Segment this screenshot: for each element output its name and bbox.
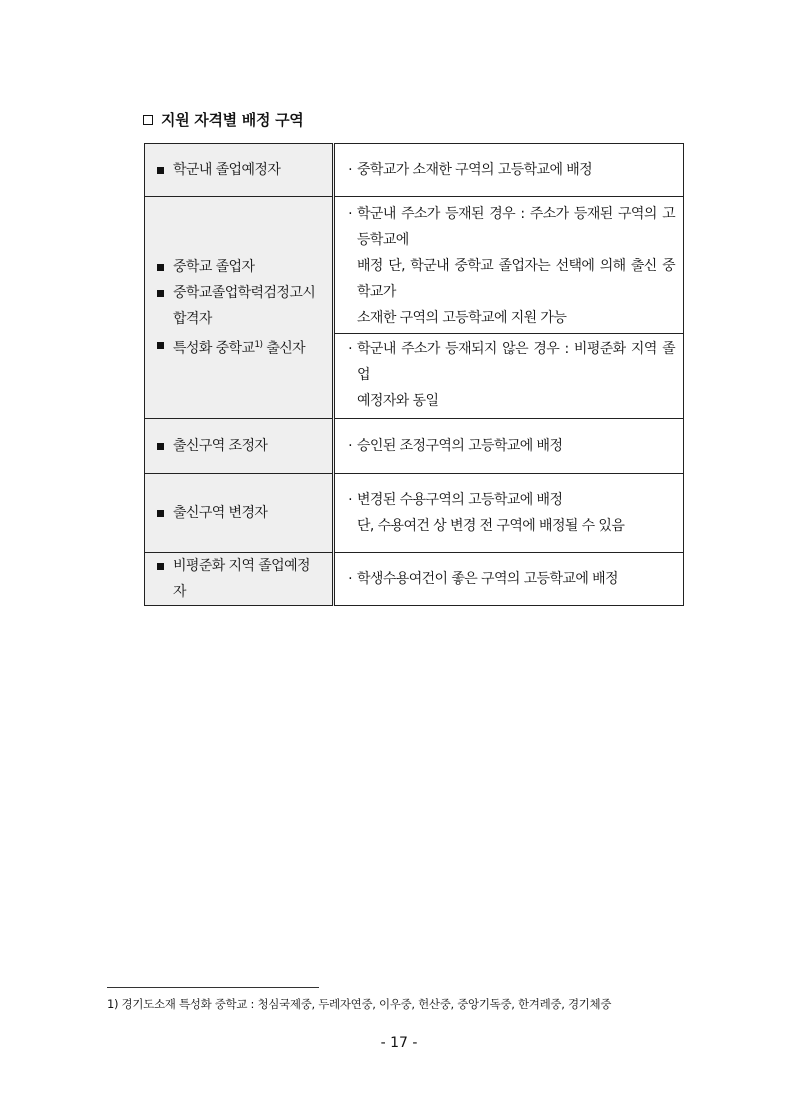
table-row: [145, 474, 684, 553]
assignment-text: 소재한 구역의 고등학교에 지원 가능: [357, 310, 567, 326]
table-row: [145, 197, 684, 419]
assignment-text: 단, 수용여건 상 변경 전 구역에 배정될 수 있음: [357, 518, 625, 534]
qualification-cell: [145, 419, 334, 474]
qualification-cell: [145, 553, 334, 606]
dot-marker: ·: [348, 571, 352, 587]
assignment-cell: [334, 197, 684, 419]
bullet-square-icon: [157, 443, 164, 450]
dot-marker: ·: [348, 492, 352, 508]
assignment-cell: [334, 553, 684, 606]
section-title: [143, 109, 303, 130]
assignment-text: 예정자와 동일: [357, 393, 439, 409]
table-row: [145, 553, 684, 606]
qualification-label: 특성화 중학교$^{1)}$ 출신자: [173, 339, 306, 357]
assignment-text: 배정 단, 학군내 중학교 졸업자는 선택에 의해 출신 중학교가: [357, 258, 675, 300]
qualification-label: 학군내 졸업예정자: [173, 162, 281, 178]
assignment-text: 학군내 주소가 등재된 경우 : 주소가 등재된 구역의 고등학교에: [357, 206, 675, 248]
assignment-text: 변경된 수용구역의 고등학교에 배정: [357, 492, 563, 508]
qualification-label: 출신구역 조정자: [173, 438, 268, 454]
qualification-label: 중학교 졸업자: [173, 258, 255, 275]
assignment-criteria-table: [144, 143, 684, 606]
page-number: - 17 -: [380, 1035, 418, 1051]
assignment-subcell: [335, 334, 683, 418]
dot-marker: ·: [348, 341, 352, 357]
assignment-text: 승인된 조정구역의 고등학교에 배정: [357, 438, 563, 454]
checkbox-square-icon: [143, 115, 153, 125]
bullet-square-icon: [157, 510, 164, 517]
bullet-square-icon: [157, 563, 164, 570]
assignment-cell: [334, 474, 684, 553]
dot-marker: ·: [348, 206, 352, 222]
footnote-divider: [107, 987, 319, 988]
bullet-square-icon: [157, 342, 164, 349]
qualification-label: 출신구역 변경자: [173, 505, 268, 521]
assignment-text: 학생수용여건이 좋은 구역의 고등학교에 배정: [357, 571, 618, 587]
qualification-cell: [145, 474, 334, 553]
assignment-text: 중학교가 소재한 구역의 고등학교에 배정: [357, 162, 593, 178]
footnote: 1) 경기도소재 특성화 중학교 : 청심국제중, 두레자연중, 이우중, 헌산중, 중앙기독중, 한겨레중, 경기체중: [107, 997, 612, 1011]
assignment-text: 학군내 주소가 등재되지 않은 경우 : 비평준화 지역 졸업: [357, 341, 675, 383]
dot-marker: ·: [348, 438, 352, 454]
assignment-cell: [334, 419, 684, 474]
dot-marker: ·: [348, 162, 352, 178]
bullet-square-icon: [157, 167, 164, 174]
assignment-cell: [334, 144, 684, 197]
qualification-cell: [145, 197, 334, 419]
table-row: [145, 419, 684, 474]
bullet-square-icon: [157, 290, 164, 297]
qualification-cell: [145, 144, 334, 197]
bullet-square-icon: [157, 264, 164, 271]
footnote-ref: 1): [254, 339, 263, 350]
table-row: [145, 144, 684, 197]
assignment-subcell: [335, 197, 683, 334]
qualification-label: 중학교졸업학력검정고시: [173, 284, 316, 301]
qualification-label: 비평준화 지역 졸업예정자: [173, 558, 310, 600]
qualification-label-continued: 합격자: [173, 310, 212, 327]
section-title-text: 지원 자격별 배정 구역: [161, 111, 304, 129]
